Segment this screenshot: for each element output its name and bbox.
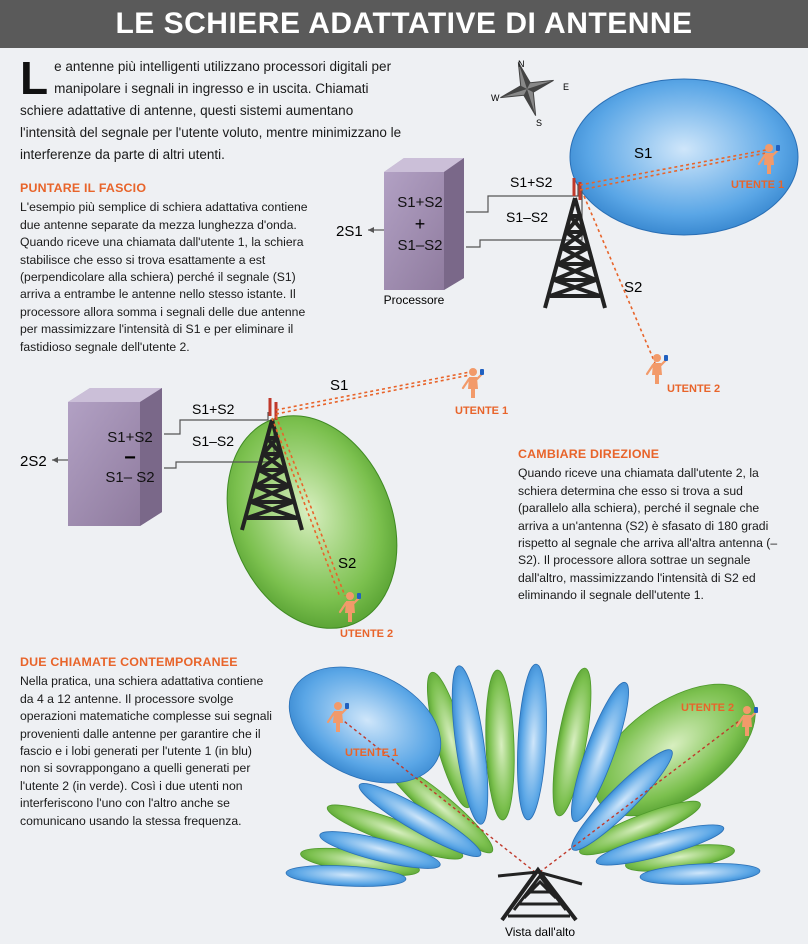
user2-person-icon bbox=[647, 354, 668, 384]
section-text: Nella pratica, una schiera adattativa contiene da 4 a 12 antenne. Il processore svolge operazioni matematiche complesse sui segnali provenienti dalle antenne per garantire che il fascio e i lobi generati per l'utente 1 (in blu) non si sovrappongano a quelli generati per l'utente 2 (in verde). Così i due utenti non interferiscono l'uno con l'altro anche se comunicano usando la stessa frequenza. bbox=[20, 674, 273, 828]
processor-top-text: S1+S2 bbox=[107, 429, 153, 446]
section-text: Quando riceve una chiamata dall'utente 2, la schiera determina che esso si trova a sud (parallelo alla schiera), perché il segnale che arriva a un'antenna (S2) è sfasato di 180 gradi rispetto al segnale che arriva all'altra antenna (–S2). Il processore allora sottrae un segnale dall'altro, massimizzando l'intensità di S2 ed eliminando il segnale dell'utente 1. bbox=[518, 466, 778, 603]
tower-icon bbox=[545, 198, 605, 308]
compass-n: N bbox=[518, 59, 525, 69]
intro-dropcap: L bbox=[20, 52, 49, 104]
line-sum-label: S1+S2 bbox=[192, 401, 235, 417]
user1-signal-label: S1 bbox=[330, 377, 349, 394]
diagram-puntare-fascio bbox=[336, 79, 798, 395]
user2-label: UTENTE 2 bbox=[340, 628, 394, 640]
processor-top-text: S1+S2 bbox=[397, 194, 443, 211]
beam-signal-label: S2 bbox=[338, 555, 357, 572]
processor-label: Processore bbox=[383, 293, 445, 307]
section-text: L'esempio più semplice di schiera adattativa contiene due antenne separate da mezza lunghezza d'onda. Quando riceve una chiamata dall'utente 1, la schiera stabilisce che esso si trova esattamente a est (perpendicolare alla schiera) perché il segnale (S1) arriva a entrambe le antenne nello stesso istante. Il processore allora somma i segnali delle due antenne per massimizzare l'intensità di S1 e per eliminare il fastidioso segnale dell'utente 2. bbox=[20, 200, 308, 354]
processor-op: + bbox=[414, 214, 426, 234]
output-label: 2S1 bbox=[336, 223, 363, 240]
processor-bottom-text: S1–S2 bbox=[397, 237, 443, 254]
user2-signal-label: S2 bbox=[624, 279, 643, 296]
compass-w: W bbox=[491, 93, 500, 103]
diagram-vista-alto bbox=[271, 644, 778, 939]
page-title: LE SCHIERE ADATTATIVE DI ANTENNE bbox=[0, 0, 808, 48]
tower-top-view-icon bbox=[498, 870, 582, 920]
beam-signal-label: S1 bbox=[634, 145, 653, 162]
processor-bottom-text: S1– S2 bbox=[105, 469, 155, 486]
output-label: 2S2 bbox=[20, 453, 47, 470]
line-diff-label: S1–S2 bbox=[506, 209, 549, 225]
processor-op: − bbox=[124, 447, 136, 469]
user1-label: UTENTE 1 bbox=[731, 179, 785, 191]
line-diff-label: S1–S2 bbox=[192, 433, 235, 449]
section-heading: DUE CHIAMATE CONTEMPORANEE bbox=[20, 655, 238, 669]
green-beam bbox=[197, 390, 428, 654]
diagram-cambiare-direzione bbox=[20, 368, 508, 654]
user2-label: UTENTE 2 bbox=[681, 702, 735, 714]
top-view-caption: Vista dall'alto bbox=[504, 925, 576, 939]
compass-e: E bbox=[563, 82, 570, 92]
section-heading: CAMBIARE DIREZIONE bbox=[518, 447, 660, 461]
compass-rose bbox=[492, 54, 563, 125]
section-heading: PUNTARE IL FASCIO bbox=[20, 181, 147, 195]
user1-label: UTENTE 1 bbox=[455, 405, 509, 417]
user1-label: UTENTE 1 bbox=[345, 747, 399, 759]
user2-label: UTENTE 2 bbox=[667, 383, 721, 395]
compass-s: S bbox=[536, 118, 543, 128]
line-sum-label: S1+S2 bbox=[510, 174, 553, 190]
intro-text: e antenne più intelligenti utilizzano processori digitali per manipolare i segnali in ingresso e in uscita. Chiamati schiere adattative di antenne, questi sistemi aumentano l'intensità del segnale per l'utente voluto, mentre minimizzano le interferenze da parte di altri utenti. bbox=[20, 59, 402, 162]
